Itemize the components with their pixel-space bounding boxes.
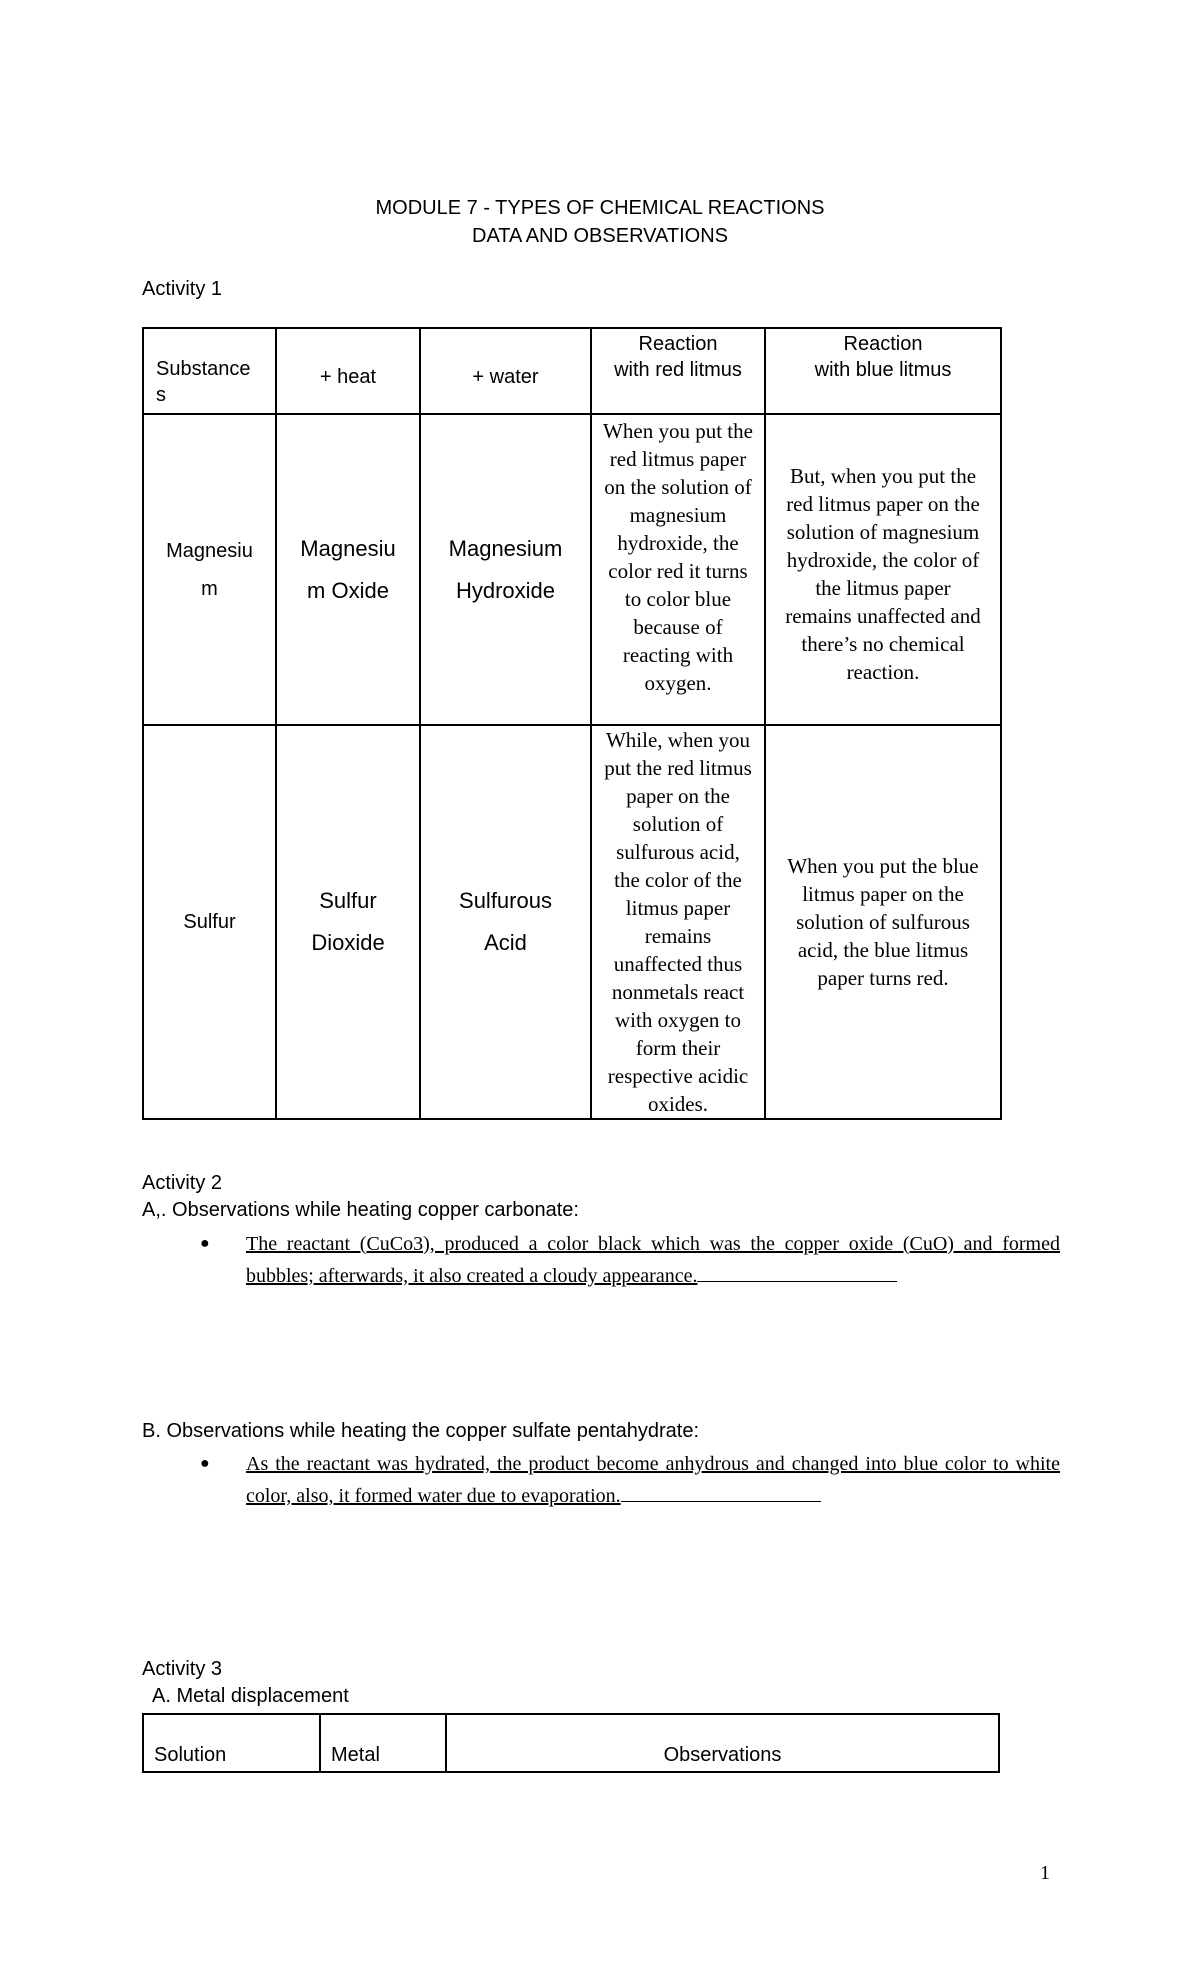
header-blue-litmus: Reaction with blue litmus [765,328,1001,414]
activity2-a-text: The reactant (CuCo3), produced a color black which was the copper oxide (CuO) and formed bubbles; afterwards, it also created a cloudy appearance. [246,1233,1060,1287]
table-row [143,725,1001,1119]
cell-blue-litmus: But, when you put the red litmus paper on the solution of magnesium hydroxide, the color of the litmus paper remains unaffected and there’s no chemical reaction. [765,414,1001,725]
page-title-line1: MODULE 7 - TYPES OF CHEMICAL REACTIONS [375,197,825,219]
cell-water: Magnesium Hydroxide [420,414,591,725]
table-header-row [143,1714,999,1772]
page-number: 1 [1040,1862,1050,1884]
activity2-a-bullet [200,1229,1060,1291]
activity1-table [142,327,1002,1120]
cell-water: Sulfurous Acid [420,725,591,1119]
header-metal: Metal [320,1714,446,1772]
header-water: + water [420,328,591,414]
underline-blank [697,1259,897,1282]
activity2-b-text: As the reactant was hydrated, the product become anhydrous and changed into blue color to white color, also, it formed water due to evaporation. [246,1453,1060,1507]
cell-substance: Magnesiu m [143,414,276,725]
activity1-label: Activity 1 [142,278,223,300]
table-header-row [143,328,1001,414]
activity2-label: Activity 2 [142,1172,223,1194]
cell-red-litmus: While, when you put the red litmus paper on the solution of sulfurous acid, the color of the litmus paper remains unaffected thus nonmetals react with oxygen to form their respective acidic oxides. [591,725,765,1119]
underline-blank [621,1479,821,1502]
header-observations: Observations [446,1714,999,1772]
cell-blue-litmus: When you put the blue litmus paper on the solution of sulfurous acid, the blue litmus paper turns red. [765,725,1001,1119]
cell-substance: Sulfur [143,725,276,1119]
header-heat: + heat [276,328,420,414]
header-solution: Solution [143,1714,320,1772]
table-row [143,414,1001,725]
activity3-table [142,1713,1000,1773]
header-substances: Substance s [143,328,276,414]
activity2-a-heading: A,. Observations while heating copper carbonate: [142,1199,579,1221]
activity2-b-bullet [200,1449,1060,1511]
cell-heat: Magnesiu m Oxide [276,414,420,725]
activity3-label: Activity 3 [142,1658,223,1680]
header-red-litmus: Reaction with red litmus [591,328,765,414]
activity2-b-heading: B. Observations while heating the copper sulfate pentahydrate: [142,1420,700,1442]
activity3-a-heading: A. Metal displacement [152,1685,349,1707]
bullet-icon: ● [200,1235,210,1252]
bullet-icon: ● [200,1455,210,1472]
page-title-line2: DATA AND OBSERVATIONS [472,225,728,247]
cell-heat: Sulfur Dioxide [276,725,420,1119]
cell-red-litmus: When you put the red litmus paper on the solution of magnesium hydroxide, the color red it turns to color blue because of reacting with oxygen. [591,414,765,725]
